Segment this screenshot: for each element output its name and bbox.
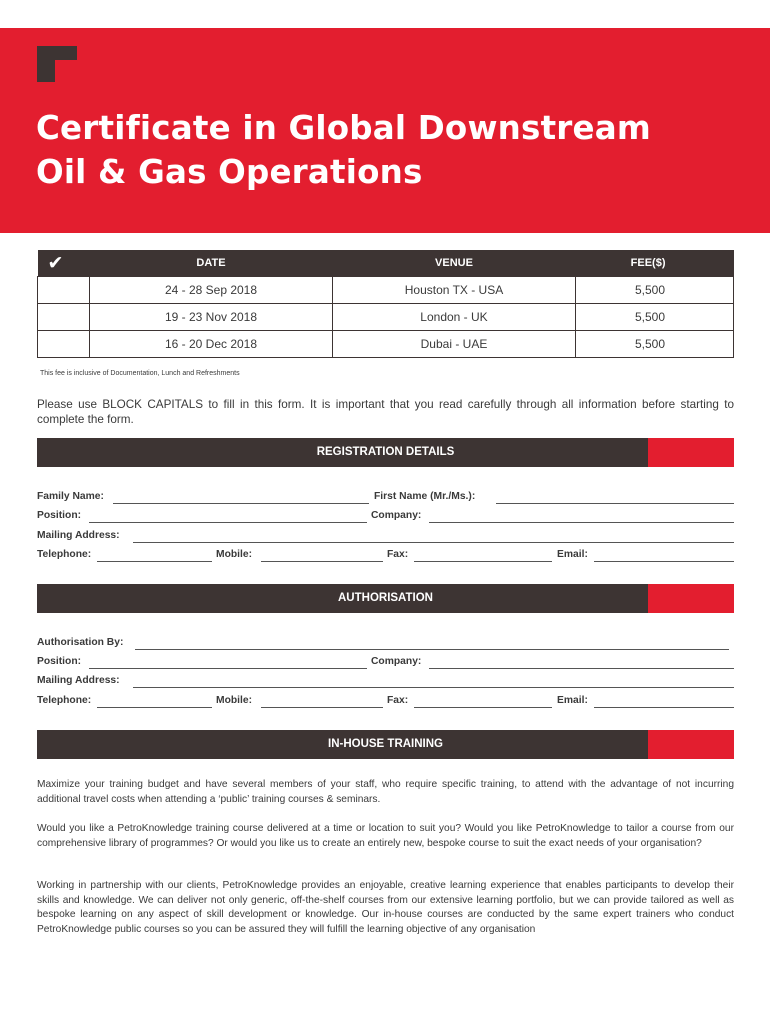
intro-text: Please use BLOCK CAPITALS to fill in this form. It is important that you read carefully through all information before starting to complete the form. [37, 398, 734, 426]
registration-heading: REGISTRATION DETAILS [316, 446, 455, 458]
fee-cell: 5,500 [576, 277, 734, 304]
venue-cell: Houston TX - USA [333, 277, 576, 304]
select-checkbox[interactable] [38, 304, 90, 331]
fax-label: Fax: [387, 549, 409, 560]
position-field[interactable] [89, 522, 367, 523]
schedule-table [37, 250, 734, 358]
date-cell: 16 - 20 Dec 2018 [90, 331, 333, 358]
inhouse-heading: IN-HOUSE TRAINING [328, 738, 443, 750]
position-label: Position: [37, 510, 82, 521]
mobile-label: Mobile: [216, 695, 253, 706]
company-label: Company: [371, 656, 422, 667]
table-row [38, 331, 734, 358]
inhouse-paragraph-3: Working in partnership with our clients, PetroKnowledge provides an enjoyable, creative learning experience that enables participants to develop their skills and knowledge. We can deliver not only generic, off-the-shelf courses from our extensive learning portfolio, but we can provide tailored as well as bespoke learning on any aspect of skill development or knowledge. Our in-house courses are conducted by the same expert trainers who conduct PetroKnowledge public courses so you can be assured they will fulfill the learning objective of any organisation [37, 880, 734, 935]
mailing-address-field[interactable] [133, 542, 734, 543]
email-field[interactable] [594, 561, 734, 562]
fax-label: Fax: [387, 695, 409, 706]
fee-cell: 5,500 [576, 304, 734, 331]
title-line-2: Oil & Gas Operations [36, 153, 423, 191]
inhouse-paragraph-2: Would you like a PetroKnowledge training course delivered at a time or location to suit you? Would you like PetroKnowledge to tailor a course from our comprehensive library of programmes? Or would you like us to create an entirely new, bespoke course to suit the exact needs of your organisation? [37, 823, 734, 849]
registration-name-row [37, 491, 734, 505]
telephone-label: Telephone: [37, 549, 92, 560]
authorisation-by-field[interactable] [135, 649, 729, 650]
table-row [38, 277, 734, 304]
company-field[interactable] [429, 668, 734, 669]
registration-contact-row [37, 549, 734, 563]
mobile-field[interactable] [261, 561, 383, 562]
header-banner [0, 28, 770, 233]
registration-heading-bar [37, 438, 734, 467]
telephone-field[interactable] [97, 561, 212, 562]
registration-position-row [37, 510, 734, 524]
registration-address-row [37, 530, 734, 544]
fax-field[interactable] [414, 707, 552, 708]
email-field[interactable] [594, 707, 734, 708]
mobile-field[interactable] [261, 707, 383, 708]
position-field[interactable] [89, 668, 367, 669]
mailing-address-label: Mailing Address: [37, 530, 120, 541]
first-name-label: First Name (Mr./Ms.): [374, 491, 476, 502]
table-row [38, 304, 734, 331]
mobile-label: Mobile: [216, 549, 253, 560]
venue-cell: London - UK [333, 304, 576, 331]
select-checkbox[interactable] [38, 331, 90, 358]
authorisation-heading: AUTHORISATION [338, 592, 433, 604]
family-name-field[interactable] [113, 503, 369, 504]
inhouse-heading-bar [37, 730, 734, 759]
first-name-field[interactable] [496, 503, 734, 504]
brand-logo-icon [37, 46, 77, 82]
fee-note: This fee is inclusive of Documentation, Lunch and Refreshments [40, 370, 240, 377]
venue-header: VENUE [333, 250, 576, 277]
authorisation-by-row [37, 637, 734, 651]
fax-field[interactable] [414, 561, 552, 562]
schedule-header-row [38, 250, 734, 277]
select-checkbox[interactable] [38, 277, 90, 304]
authorisation-contact-row [37, 695, 734, 709]
authorisation-address-row [37, 675, 734, 689]
email-label: Email: [557, 695, 588, 706]
date-cell: 24 - 28 Sep 2018 [90, 277, 333, 304]
company-field[interactable] [429, 522, 734, 523]
date-cell: 19 - 23 Nov 2018 [90, 304, 333, 331]
family-name-label: Family Name: [37, 491, 104, 502]
telephone-field[interactable] [97, 707, 212, 708]
inhouse-paragraph-1: Maximize your training budget and have several members of your staff, who require specific training, to attend with the advantage of not incurring additional travel costs when attending a ‘public’ training courses & seminars. [37, 779, 734, 805]
telephone-label: Telephone: [37, 695, 92, 706]
title-line-1: Certificate in Global Downstream [36, 109, 651, 147]
page-title [36, 106, 736, 194]
mailing-address-field[interactable] [133, 687, 734, 688]
authorisation-by-label: Authorisation By: [37, 637, 124, 648]
fee-cell: 5,500 [576, 331, 734, 358]
email-label: Email: [557, 549, 588, 560]
mailing-address-label: Mailing Address: [37, 675, 120, 686]
authorisation-heading-bar [37, 584, 734, 613]
authorisation-position-row [37, 656, 734, 670]
checkmark-icon: ✔ [38, 250, 90, 277]
company-label: Company: [371, 510, 422, 521]
date-header: DATE [90, 250, 333, 277]
venue-cell: Dubai - UAE [333, 331, 576, 358]
position-label: Position: [37, 656, 82, 667]
fee-header: FEE($) [576, 250, 734, 277]
